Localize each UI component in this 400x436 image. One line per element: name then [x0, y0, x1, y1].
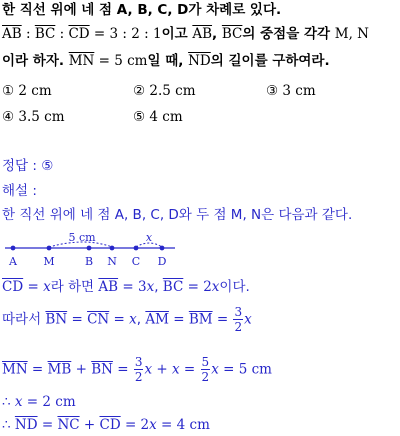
equals: =: [168, 311, 189, 328]
value: = 2: [120, 417, 150, 433]
denominator: 2: [201, 370, 210, 384]
mn-value: = 5 cm: [94, 53, 148, 69]
choice-number: ①: [2, 83, 15, 99]
equals: =: [112, 361, 133, 378]
segment-cn: $\overline{CN}$: [87, 311, 110, 328]
value: = 5 cm: [218, 361, 272, 378]
choice-value: 3 cm: [282, 83, 316, 99]
explanation-line-3: [2, 306, 252, 333]
var-x: x: [211, 279, 220, 295]
var-x: x: [43, 279, 51, 295]
segment-nc: $\overline{NC}$: [57, 417, 80, 433]
segment-bc: $\overline{BC}$: [34, 26, 56, 42]
point-b: [87, 246, 92, 251]
value: = 2 cm: [22, 394, 76, 410]
value: = 3: [118, 279, 147, 295]
value: = 4 cm: [156, 417, 210, 433]
plus: +: [79, 417, 100, 433]
plus: +: [71, 361, 92, 378]
points-mn: M, N: [334, 26, 369, 42]
var-x: x: [146, 279, 155, 295]
segment-nd: $\overline{ND}$: [14, 417, 38, 433]
choice-1[interactable]: [2, 83, 52, 99]
var-x: x: [129, 311, 137, 328]
fraction: [201, 356, 211, 383]
number-line-diagram: [0, 228, 200, 268]
denominator: 2: [134, 370, 143, 384]
point-c: [134, 246, 139, 251]
var-x: x: [244, 311, 252, 328]
numerator: 5: [201, 355, 210, 369]
ratio-separator: :: [21, 26, 35, 42]
comma: ,: [136, 311, 146, 328]
segment-cd: $\overline{CD}$: [68, 26, 90, 42]
plus: +: [152, 361, 173, 378]
point-n: [110, 246, 115, 251]
choice-4[interactable]: [2, 109, 65, 125]
explanation-line-2: [2, 281, 250, 295]
choice-number: ②: [133, 83, 146, 99]
explanation-label: 해설 :: [2, 183, 37, 199]
segment-ab: $\overline{AB}$: [2, 26, 22, 42]
therefore-symbol: ∴: [2, 394, 15, 410]
answer-value: ⑤: [41, 158, 54, 174]
explanation-line-1: 한 직선 위에 네 점 A, B, C, D와 두 점 M, N은 다음과 같다.: [2, 207, 353, 223]
choice-value: 2 cm: [18, 83, 52, 99]
point-label-c: C: [131, 255, 141, 268]
equals: =: [212, 311, 233, 328]
cd-length-label: x: [145, 231, 153, 244]
choice-2[interactable]: [133, 83, 196, 99]
segment-cd: $\overline{CD}$: [2, 279, 24, 295]
equals: =: [67, 311, 88, 328]
segment-ab: $\overline{AB}$: [192, 26, 213, 42]
comma: ,: [212, 26, 222, 42]
segment-mb: $\overline{MB}$: [47, 361, 72, 378]
var-x: x: [144, 361, 153, 378]
segment-am: $\overline{AM}$: [145, 311, 169, 328]
var-x: x: [211, 361, 219, 378]
choice-value: 4 cm: [149, 109, 183, 125]
comma: ,: [154, 279, 163, 295]
answer-label: 정답 :: [2, 158, 42, 174]
segment-bn: $\overline{BN}$: [45, 311, 68, 328]
var-x: x: [172, 361, 180, 378]
equals: =: [27, 361, 48, 378]
problem-text: 이라 하자.: [2, 53, 69, 69]
choice-number: ⑤: [133, 109, 146, 125]
segment-bc: $\overline{BC}$: [221, 26, 243, 42]
choice-value: 2.5 cm: [149, 83, 196, 99]
point-label-n: N: [107, 255, 117, 268]
explanation-line-5: [2, 396, 76, 410]
equals: =: [23, 279, 44, 295]
problem-text: 의 중점을 각각: [242, 26, 335, 42]
therefore-symbol: ∴: [2, 417, 15, 433]
ratio-value: = 3 : 2 : 1: [89, 26, 162, 42]
segment-bm: $\overline{BM}$: [188, 311, 213, 328]
fraction: [134, 356, 144, 383]
problem-text: 일 때,: [147, 53, 189, 69]
segment-nd: $\overline{ND}$: [188, 53, 211, 69]
segment-bn: $\overline{BN}$: [91, 361, 113, 378]
problem-line-3: [2, 55, 330, 69]
point-d: [160, 246, 165, 251]
var-x: x: [14, 394, 23, 410]
point-label-a: A: [9, 255, 17, 268]
text: 따라서: [2, 311, 46, 328]
point-label-d: D: [157, 255, 167, 268]
choice-value: 3.5 cm: [18, 109, 65, 125]
ratio-separator: :: [55, 26, 69, 42]
point-label-b: B: [84, 255, 94, 268]
answer-line: [2, 160, 53, 174]
var-x: x: [149, 417, 157, 433]
text: 이다.: [219, 279, 250, 295]
problem-line-2: [2, 28, 369, 42]
problem-text: 의 길이를 구하여라.: [210, 53, 330, 69]
problem-line-1: 한 직선 위에 네 점 A, B, C, D가 차례로 있다.: [2, 2, 282, 18]
equals: =: [179, 361, 200, 378]
segment-mn: $\overline{MN}$: [2, 361, 28, 378]
explanation-line-6: [2, 419, 210, 433]
denominator: 2: [234, 320, 243, 334]
value: = 2: [183, 279, 212, 295]
choice-number: ④: [2, 109, 15, 125]
numerator: 3: [134, 355, 143, 369]
equals: =: [37, 417, 58, 433]
point-m: [47, 246, 52, 251]
point-a: [11, 246, 16, 251]
choice-5[interactable]: [133, 109, 183, 125]
segment-bc: $\overline{BC}$: [162, 279, 184, 295]
choice-3[interactable]: [266, 83, 316, 99]
numerator: 3: [234, 305, 243, 319]
segment-mn: $\overline{MN}$: [68, 53, 95, 69]
text: 라 하면: [50, 279, 99, 295]
segment-cd: $\overline{CD}$: [99, 417, 121, 433]
fraction: [233, 306, 243, 333]
explanation-line-4: [2, 356, 272, 383]
segment-ab: $\overline{AB}$: [98, 279, 119, 295]
mn-length-label: 5 cm: [68, 231, 96, 244]
choice-number: ③: [266, 83, 279, 99]
point-label-m: M: [43, 255, 55, 268]
equals: =: [109, 311, 130, 328]
problem-text: 이고: [161, 26, 193, 42]
